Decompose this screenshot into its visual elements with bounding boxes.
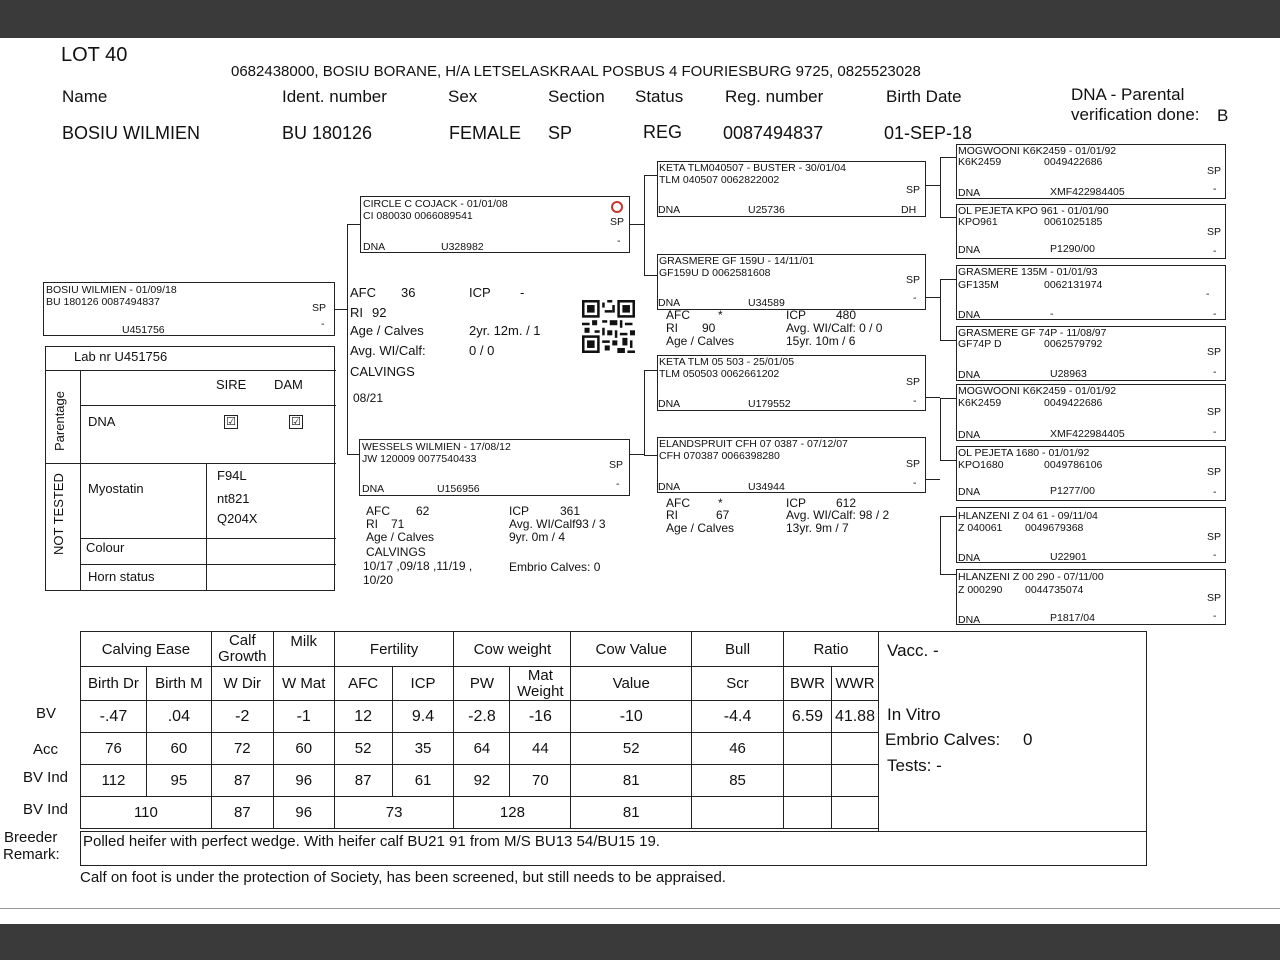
bvind-cell-1: 95 <box>146 765 211 797</box>
subject-dash: - <box>321 318 325 330</box>
lot-number: LOT 40 <box>61 44 128 66</box>
sire-dna-label: DNA <box>363 241 386 253</box>
embrio-value: 0 <box>1023 730 1033 749</box>
animal-sex: FEMALE <box>449 123 522 143</box>
ds-dna-label: DNA <box>658 398 681 410</box>
gd1-afc-label: AFC <box>666 308 690 322</box>
perf-calvings-label: CALVINGS <box>350 364 415 379</box>
g3-7-title: HLANZENI Z 04 61 - 09/11/04 <box>958 510 1098 522</box>
g3-3-title: GRASMERE 135M - 01/01/93 <box>958 266 1098 278</box>
sub-header-0: Birth Dr <box>81 667 147 701</box>
g3-3-dash-2: - <box>1213 308 1217 320</box>
dam-dna-label: DNA <box>362 483 385 495</box>
g3-6-id: KPO1680 <box>958 459 1004 471</box>
g3-1-dna: XMF422984405 <box>1050 186 1125 198</box>
gd1-ri-label: RI <box>666 321 678 335</box>
gd2-afc-label: AFC <box>666 496 690 510</box>
horn-status-label: Horn status <box>88 569 155 584</box>
bv-cell-5: 9.4 <box>392 701 454 733</box>
g3-6-dna: P1277/00 <box>1050 485 1095 497</box>
myostatin-f94l: F94L <box>217 468 247 483</box>
label-reg: Reg. number <box>725 87 824 106</box>
gd2-ri-label: RI <box>666 508 678 522</box>
pedigree-g3-5 <box>956 384 1226 441</box>
bvind-cell-0: 112 <box>81 765 147 797</box>
dam-title: WESSELS WILMIEN - 17/08/12 <box>362 441 511 453</box>
g3-1-dna-label: DNA <box>958 187 981 199</box>
animal-reg: 0087494837 <box>723 123 824 143</box>
perf-age: 2yr. 12m. / 1 <box>469 323 541 338</box>
gd2-age: 13yr. 9m / 7 <box>786 521 849 535</box>
dam-id: JW 120009 0077540433 <box>362 453 477 465</box>
ss-id: TLM 040507 0062822002 <box>659 174 780 186</box>
dam-ri-label: RI <box>366 517 378 531</box>
gd1-age: 15yr. 10m / 6 <box>786 334 856 348</box>
ds-title: KETA TLM 05 503 - 25/01/05 <box>659 356 795 368</box>
bv-cell-1: .04 <box>146 701 211 733</box>
group-calving-ease: Calving Ease <box>81 632 212 667</box>
ss-title: KETA TLM040507 - BUSTER - 30/01/04 <box>659 162 846 174</box>
animal-name: BOSIU WILMIEN <box>62 123 201 143</box>
g3-7-dna-label: DNA <box>958 552 981 564</box>
remark-label-2: Remark: <box>3 846 60 863</box>
bv-cell-6: -2.8 <box>454 701 510 733</box>
group-milk: Milk <box>273 632 334 667</box>
g3-1-reg: 0049422686 <box>1044 156 1103 168</box>
bv-ind2-bwr <box>783 797 831 829</box>
g3-5-reg: 0049422686 <box>1044 397 1103 409</box>
pedigree-dam-dam <box>657 437 926 493</box>
row-label-bv: BV <box>36 705 57 722</box>
colour-label: Colour <box>86 540 125 555</box>
g3-1-title: MOGWOONI K6K2459 - 01/01/92 <box>958 145 1117 157</box>
sub-header-9: Scr <box>692 667 784 701</box>
vacc-label: Vacc. - <box>887 641 939 660</box>
gd2-afc: * <box>718 496 723 510</box>
animal-birth: 01-SEP-18 <box>884 123 973 143</box>
g3-5-title: MOGWOONI K6K2459 - 01/01/92 <box>958 385 1117 397</box>
g3-6-section: SP <box>1207 466 1222 478</box>
g3-2-title: OL PEJETA KPO 961 - 01/01/90 <box>958 205 1109 217</box>
gd2-ri: 67 <box>716 508 730 522</box>
row-label-bvind: BV Ind <box>23 769 69 786</box>
g3-7-section: SP <box>1207 531 1222 543</box>
sub-header-1: Birth M <box>146 667 211 701</box>
bvind-cell-2: 87 <box>211 765 273 797</box>
pedigree-g3-2 <box>956 204 1226 259</box>
subject-dna: U451756 <box>122 324 165 336</box>
dam-wi: Avg. WI/Calf93 / 3 <box>509 517 606 531</box>
qr-code-icon <box>582 300 635 353</box>
sub-header-8: Value <box>571 667 692 701</box>
label-dna-verification: verification done: <box>1071 105 1200 124</box>
pedigree-sire <box>360 196 630 253</box>
pedigree-g3-4 <box>956 326 1226 381</box>
g3-8-id: Z 000290 <box>958 584 1003 596</box>
parentage-label: Parentage <box>52 391 67 451</box>
pedigree-subject <box>43 282 335 336</box>
g3-2-dash: - <box>1213 245 1217 257</box>
g3-2-dna-label: DNA <box>958 244 981 256</box>
g3-3-dash: - <box>1206 288 1210 300</box>
sire-dna: U328982 <box>441 241 484 253</box>
g3-8-section: SP <box>1207 592 1222 604</box>
pedigree-g3-3 <box>956 265 1226 320</box>
ds-section: SP <box>906 376 921 388</box>
bvind-cell-11 <box>831 765 878 797</box>
myostatin-nt821: nt821 <box>217 491 250 506</box>
sd-id: GF159U D 0062581608 <box>659 267 771 279</box>
g3-4-id: GF74P D <box>958 338 1002 350</box>
remark-label-1: Breeder <box>4 829 58 846</box>
dam-calvings-label: CALVINGS <box>366 545 426 559</box>
bv-cell-8: -10 <box>571 701 692 733</box>
g3-2-dna: P1290/00 <box>1050 243 1095 255</box>
acc-cell-4: 52 <box>334 733 392 765</box>
dam-dash: - <box>616 478 620 490</box>
g3-5-dash: - <box>1213 426 1217 438</box>
pedigree-sire-dam <box>657 254 926 310</box>
breeding-values-table <box>80 631 879 829</box>
pedigree-g3-6 <box>956 446 1226 501</box>
g3-5-section: SP <box>1207 406 1222 418</box>
bv-cell-7: -16 <box>510 701 571 733</box>
gd2-age-label: Age / Calves <box>666 521 735 535</box>
bvind-cell-10 <box>783 765 831 797</box>
perf-ri-label: RI <box>350 305 363 320</box>
myostatin-q204x: Q204X <box>217 511 258 526</box>
subject-section: SP <box>312 302 327 314</box>
acc-cell-9: 46 <box>692 733 784 765</box>
dam-section: SP <box>609 459 624 471</box>
bvind-cell-7: 70 <box>510 765 571 797</box>
g3-8-dna: P1817/04 <box>1050 612 1095 624</box>
dam-afc: 62 <box>416 504 430 518</box>
pedigree-g3-1 <box>956 144 1226 199</box>
ds-dash: - <box>913 395 917 407</box>
dd-dna: U34944 <box>748 481 785 493</box>
dam-ri: 71 <box>391 517 405 531</box>
gd1-icp-label: ICP <box>786 308 807 322</box>
g3-5-dna-label: DNA <box>958 429 981 441</box>
dd-dash: - <box>913 477 917 489</box>
bottom-bar <box>0 924 1280 960</box>
top-bar <box>0 0 1280 38</box>
sd-dna: U34589 <box>748 297 785 309</box>
bv-ind2-value: 81 <box>571 797 692 829</box>
bv-cell-10: 6.59 <box>783 701 831 733</box>
g3-4-reg: 0062579792 <box>1044 338 1103 350</box>
bv-cell-2: -2 <box>211 701 273 733</box>
g3-6-dash: - <box>1213 486 1217 498</box>
dam-afc-label: AFC <box>366 504 390 518</box>
perf-icp-label: ICP <box>469 285 491 300</box>
g3-3-dna: - <box>1050 308 1054 320</box>
lab-results-box <box>45 346 335 591</box>
perf-wi: 0 / 0 <box>469 343 495 358</box>
acc-cell-11 <box>831 733 878 765</box>
g3-4-dna-label: DNA <box>958 369 981 381</box>
dna-verification-value: B <box>1217 106 1229 125</box>
dam-calvings-2: 10/20 <box>363 573 394 587</box>
g3-7-id: Z 040061 <box>958 522 1003 534</box>
pedigree-g3-8 <box>956 569 1226 625</box>
ss-dna: U25736 <box>748 204 785 216</box>
perf-afc-label: AFC <box>350 285 376 300</box>
perf-afc: 36 <box>401 285 416 300</box>
label-ident: Ident. number <box>282 87 387 106</box>
g3-8-reg: 0044735074 <box>1025 584 1084 596</box>
gd1-afc: * <box>718 308 723 322</box>
ss-flag: DH <box>901 204 917 216</box>
dd-dna-label: DNA <box>658 481 681 493</box>
bvind-cell-4: 87 <box>334 765 392 797</box>
ds-dna: U179552 <box>748 398 791 410</box>
g3-4-dash: - <box>1213 366 1217 378</box>
g3-6-title: OL PEJETA 1680 - 01/01/92 <box>958 447 1090 459</box>
g3-6-reg: 0049786106 <box>1044 459 1103 471</box>
pedigree-sire-sire <box>657 161 926 217</box>
owner-info: 0682438000, BOSIU BORANE, H/A LETSELASKRAAL POSBUS 4 FOURIESBURG 9725, 0825523028 <box>231 63 921 80</box>
myostatin-label: Myostatin <box>88 481 144 496</box>
bottom-rule <box>0 908 1280 909</box>
g3-7-reg: 0049679368 <box>1025 522 1084 534</box>
row-label-acc: Acc <box>33 741 59 758</box>
bv-cell-3: -1 <box>273 701 334 733</box>
sd-dna-label: DNA <box>658 297 681 309</box>
bv-ind2-calving: 110 <box>81 797 212 829</box>
acc-cell-8: 52 <box>571 733 692 765</box>
label-dna-parental: DNA - Parental <box>1071 85 1185 104</box>
sire-title: CIRCLE C COJACK - 01/01/08 <box>363 198 508 210</box>
dd-title: ELANDSPRUIT CFH 07 0387 - 07/12/07 <box>659 438 848 450</box>
dam-dna: U156956 <box>437 483 480 495</box>
remark-box <box>80 831 1147 866</box>
g3-3-id: GF135M <box>958 279 999 291</box>
footer-note: Calf on foot is under the protection of Society, has been screened, but still needs to be appraised. <box>80 869 726 886</box>
label-name: Name <box>62 87 108 106</box>
perf-ri: 92 <box>372 305 387 320</box>
g3-1-dash: - <box>1213 183 1217 195</box>
group-ratio: Ratio <box>783 632 878 667</box>
sub-header-4: AFC <box>334 667 392 701</box>
g3-7-dash: - <box>1213 549 1217 561</box>
bv-cell-0: -.47 <box>81 701 147 733</box>
acc-cell-7: 44 <box>510 733 571 765</box>
sire-section: SP <box>610 216 625 228</box>
ds-id: TLM 050503 0062661202 <box>659 368 780 380</box>
sub-header-2: W Dir <box>211 667 273 701</box>
sub-header-3: W Mat <box>273 667 334 701</box>
not-tested-label: NOT TESTED <box>51 473 66 555</box>
bv-ind2-wdir: 87 <box>211 797 273 829</box>
row-label-bvind-2: BV Ind <box>23 801 69 818</box>
g3-1-id: K6K2459 <box>958 156 1002 168</box>
gd2-wi: Avg. WI/Calf: 98 / 2 <box>786 508 890 522</box>
sub-header-7: Mat Weight <box>510 667 571 701</box>
g3-3-reg: 0062131974 <box>1044 279 1103 291</box>
acc-cell-6: 64 <box>454 733 510 765</box>
dd-section: SP <box>906 458 921 470</box>
g3-1-section: SP <box>1207 165 1222 177</box>
gd2-icp: 612 <box>836 496 857 510</box>
bvind-cell-8: 81 <box>571 765 692 797</box>
perf-wi-label: Avg. WI/Calf: <box>350 343 426 358</box>
g3-8-dna-label: DNA <box>958 614 981 626</box>
group-cow-value: Cow Value <box>571 632 692 667</box>
sire-dna-check-icon: ☑ <box>224 415 238 429</box>
bv-cell-11: 41.88 <box>831 701 878 733</box>
acc-cell-3: 60 <box>273 733 334 765</box>
ss-dna-label: DNA <box>658 204 681 216</box>
sub-header-6: PW <box>454 667 510 701</box>
sub-header-5: ICP <box>392 667 454 701</box>
breed-logo-icon <box>611 201 623 213</box>
ss-section: SP <box>906 184 921 196</box>
label-status: Status <box>635 87 684 106</box>
g3-2-reg: 0061025185 <box>1044 216 1103 228</box>
embrio-label: Embrio Calves: <box>885 730 1001 749</box>
label-birth: Birth Date <box>886 87 962 106</box>
g3-4-title: GRASMERE GF 74P - 11/08/97 <box>958 327 1107 339</box>
pedigree-dam <box>359 439 630 496</box>
dam-dna-check-icon: ☑ <box>289 415 303 429</box>
group-bull: Bull <box>692 632 784 667</box>
dam-age: 9yr. 0m / 4 <box>509 530 566 544</box>
g3-8-dash: - <box>1213 610 1217 622</box>
subject-id: BU 180126 0087494837 <box>46 296 160 308</box>
gd1-ri: 90 <box>702 321 716 335</box>
group-calf-growth: Calf Growth <box>211 632 273 667</box>
label-section: Section <box>548 87 605 106</box>
gd1-icp: 480 <box>836 308 857 322</box>
g3-2-section: SP <box>1207 226 1222 238</box>
bv-ind2-bull <box>692 797 784 829</box>
sire-id: CI 080030 0066089541 <box>363 210 473 222</box>
pedigree-g3-7 <box>956 507 1226 563</box>
g3-8-title: HLANZENI Z 00 290 - 07/11/00 <box>958 571 1104 583</box>
subject-title: BOSIU WILMIEN - 01/09/18 <box>46 284 177 296</box>
lab-nr: Lab nr U451756 <box>74 349 168 364</box>
in-vitro-label: In Vitro <box>887 705 941 724</box>
bvind-cell-6: 92 <box>454 765 510 797</box>
bv-ind2-wmat: 96 <box>273 797 334 829</box>
g3-2-id: KPO961 <box>958 216 998 228</box>
g3-6-dna-label: DNA <box>958 486 981 498</box>
group-cow-weight: Cow weight <box>454 632 571 667</box>
bvind-cell-9: 85 <box>692 765 784 797</box>
dam-icp: 361 <box>560 504 581 518</box>
acc-cell-1: 60 <box>146 733 211 765</box>
bv-cell-9: -4.4 <box>692 701 784 733</box>
lab-dam-label: DAM <box>274 377 303 392</box>
animal-status: REG <box>643 122 683 142</box>
g3-4-section: SP <box>1207 346 1222 358</box>
sub-header-10: BWR <box>783 667 831 701</box>
dd-id: CFH 070387 0066398280 <box>659 450 780 462</box>
vaccination-box <box>878 631 1147 832</box>
acc-cell-0: 76 <box>81 733 147 765</box>
sd-section: SP <box>906 274 921 286</box>
bv-cell-4: 12 <box>334 701 392 733</box>
acc-cell-2: 72 <box>211 733 273 765</box>
animal-ident: BU 180126 <box>282 123 373 143</box>
perf-age-label: Age / Calves <box>350 323 424 338</box>
perf-icp: - <box>520 285 525 300</box>
bvind-cell-5: 61 <box>392 765 454 797</box>
dam-calvings-1: 10/17 ,09/18 ,11/19 , <box>363 559 473 573</box>
bvind-cell-3: 96 <box>273 765 334 797</box>
gd1-wi: Avg. WI/Calf: 0 / 0 <box>786 321 883 335</box>
gd2-icp-label: ICP <box>786 496 807 510</box>
label-sex: Sex <box>448 87 478 106</box>
perf-calvings: 08/21 <box>353 391 384 405</box>
lab-dna-label: DNA <box>88 414 116 429</box>
acc-cell-10 <box>783 733 831 765</box>
g3-5-id: K6K2459 <box>958 397 1002 409</box>
g3-3-dna-label: DNA <box>958 309 981 321</box>
pedigree-dam-sire <box>657 355 926 411</box>
group-fertility: Fertility <box>334 632 454 667</box>
g3-5-dna: XMF422984405 <box>1050 428 1125 440</box>
sub-header-11: WWR <box>831 667 878 701</box>
dam-age-label: Age / Calves <box>366 530 435 544</box>
bv-ind2-fertility: 73 <box>334 797 454 829</box>
sd-title: GRASMERE GF 159U - 14/11/01 <box>659 255 815 267</box>
gd1-age-label: Age / Calves <box>666 334 735 348</box>
lab-sire-label: SIRE <box>216 377 247 392</box>
remark-text: Polled heifer with perfect wedge. With heifer calf BU21 91 from M/S BU13 54/BU15 19. <box>83 833 660 850</box>
dam-icp-label: ICP <box>509 504 530 518</box>
sire-dash: - <box>617 235 621 247</box>
acc-cell-5: 35 <box>392 733 454 765</box>
tests-label: Tests: - <box>887 756 942 775</box>
dam-embrio: Embrio Calves: 0 <box>509 560 601 574</box>
bv-ind2-wwr <box>831 797 878 829</box>
bv-ind2-cow-weight: 128 <box>454 797 571 829</box>
g3-7-dna: U22901 <box>1050 551 1087 563</box>
g3-4-dna: U28963 <box>1050 368 1087 380</box>
animal-section: SP <box>548 123 573 143</box>
sd-dash: - <box>913 292 917 304</box>
